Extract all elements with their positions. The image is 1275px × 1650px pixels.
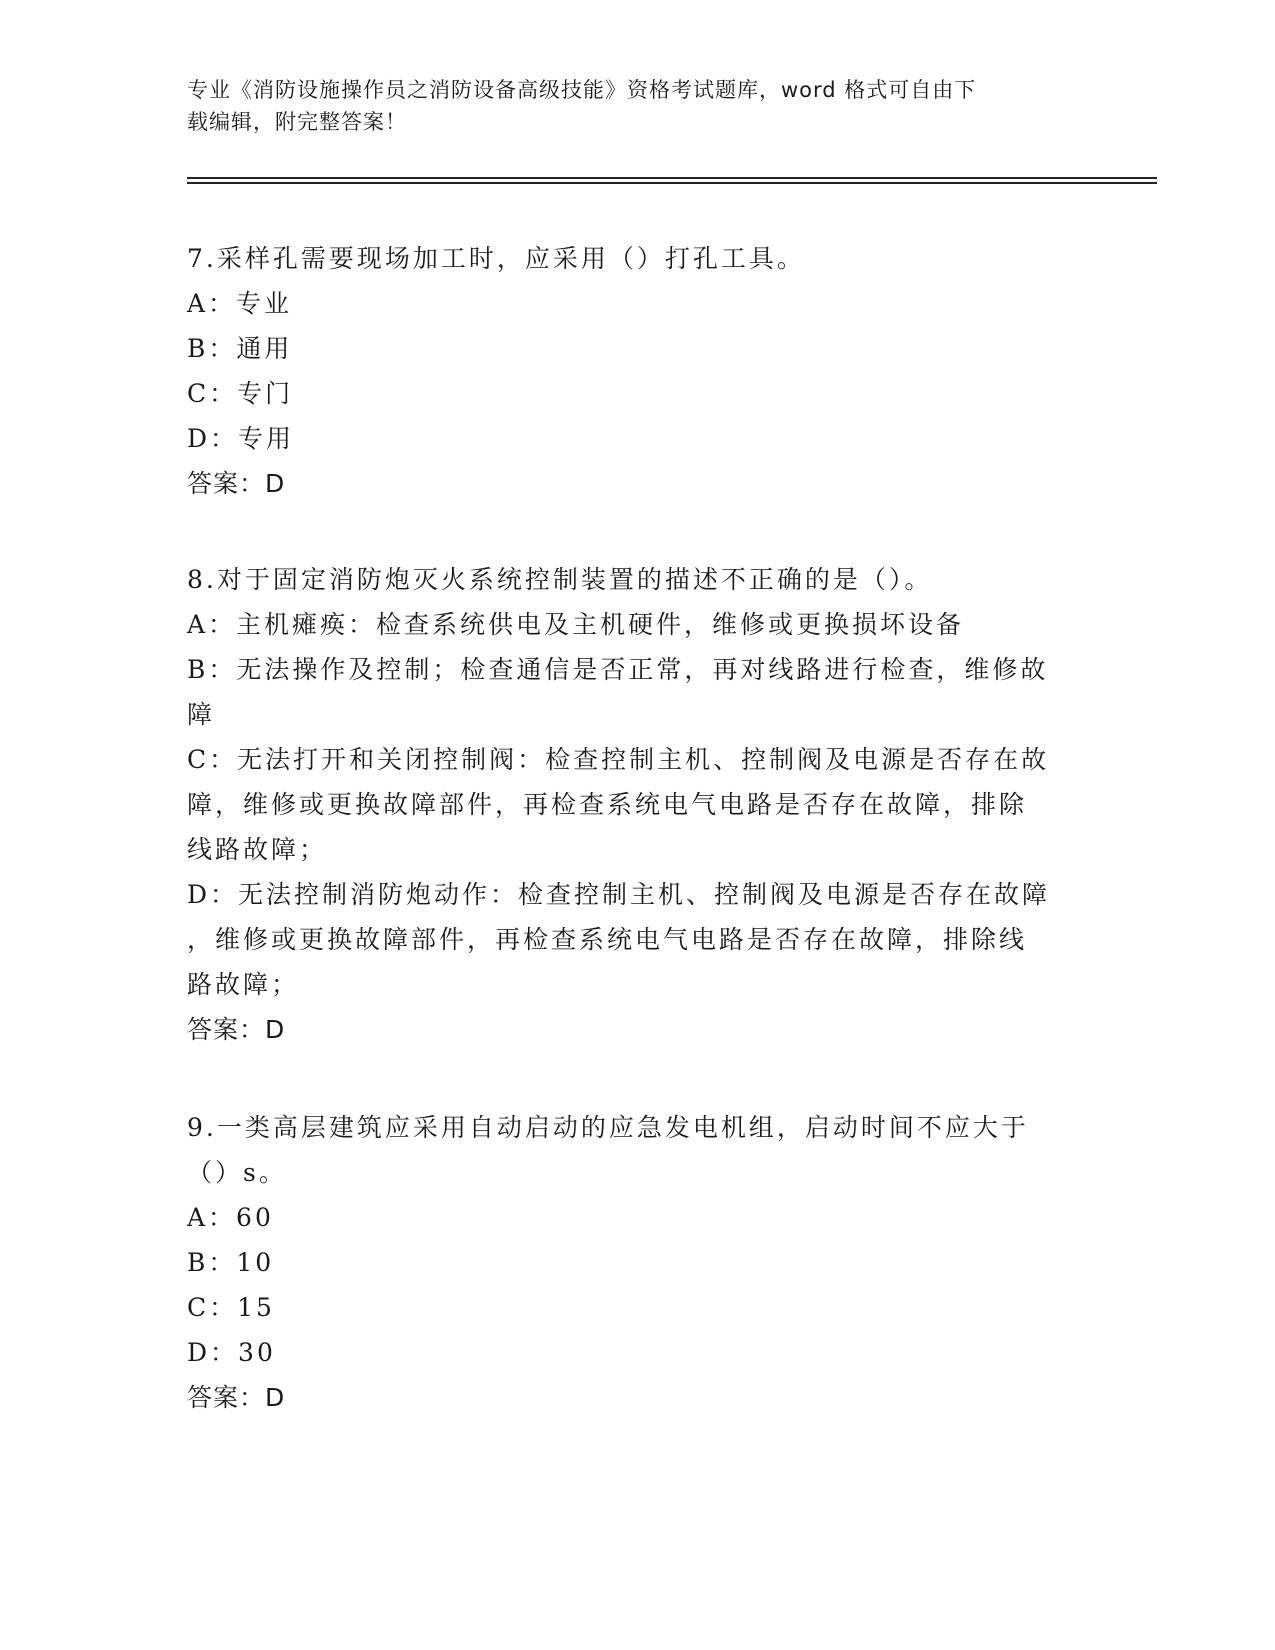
header-divider-top: [187, 177, 1157, 179]
option-c-continued: 障，维修或更换故障部件，再检查系统电气电路是否存在故障，排除: [187, 790, 1028, 819]
option-c-continued: 线路故障；: [187, 835, 328, 864]
option-b-continued: 障: [187, 700, 216, 729]
option-d-continued: ，维修或更换故障部件，再检查系统电气电路是否存在故障，排除线: [187, 925, 1028, 954]
option-b: B：通用: [187, 334, 293, 363]
option-c: C：无法打开和关闭控制阀：检查控制主机、控制阀及电源是否存在故: [187, 745, 1050, 774]
question-stem: 9.一类高层建筑应采用自动启动的应急发电机组，启动时间不应大于: [187, 1113, 1029, 1142]
option-c: C：专门: [187, 379, 294, 408]
answer: 答案：D: [187, 1015, 286, 1044]
header-divider-bottom: [187, 182, 1157, 184]
question-8: [187, 557, 1087, 1052]
document-header: [187, 74, 1067, 138]
option-d: D：专用: [187, 424, 295, 453]
header-line-1: 专业《消防设施操作员之消防设备高级技能》资格考试题库，word 格式可自由下: [187, 78, 977, 102]
question-9: [187, 1105, 1087, 1420]
header-line-2: 载编辑，附完整答案！: [187, 110, 407, 134]
question-stem: 7.采样孔需要现场加工时，应采用（）打孔工具。: [187, 244, 805, 273]
option-a: A：60: [187, 1203, 274, 1232]
option-b: B：10: [187, 1248, 275, 1277]
option-a: A：专业: [187, 289, 293, 318]
question-stem-continued: （）s。: [187, 1158, 287, 1187]
question-7: [187, 236, 1087, 506]
option-d-continued: 路故障；: [187, 970, 300, 999]
option-b: B：无法操作及控制；检查通信是否正常，再对线路进行检查，维修故: [187, 655, 1049, 684]
option-a: A：主机瘫痪：检查系统供电及主机硬件，维修或更换损坏设备: [187, 610, 965, 639]
option-d: D：30: [187, 1338, 276, 1367]
option-d: D：无法控制消防炮动作：检查控制主机、控制阀及电源是否存在故障: [187, 880, 1051, 909]
answer: 答案：D: [187, 469, 286, 498]
option-c: C：15: [187, 1293, 275, 1322]
answer: 答案：D: [187, 1383, 286, 1412]
question-stem: 8.对于固定消防炮灭火系统控制装置的描述不正确的是（）。: [187, 565, 933, 594]
